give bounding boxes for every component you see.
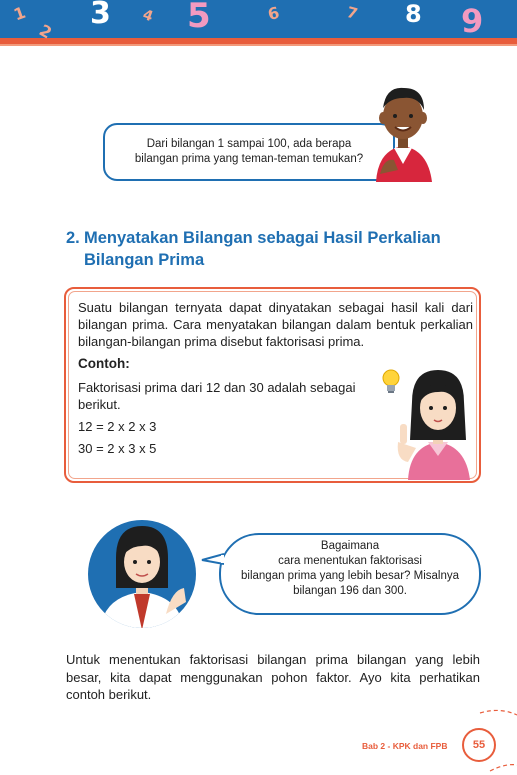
header-digit: 8	[405, 0, 422, 28]
section-title-line2: Bilangan Prima	[84, 251, 205, 269]
header-band	[0, 0, 517, 38]
chapter-label: Bab 2 - KPK dan FPB	[362, 741, 448, 751]
bubble-tail	[200, 552, 224, 566]
body-paragraph: Untuk menentukan faktorisasi bilangan prima bilangan yang lebih besar, kita dapat menggunakan pohon faktor. Ayo kita perhatikan contoh berikut.	[66, 652, 480, 702]
header-stripe-thin	[0, 44, 517, 46]
page-number: 55	[462, 728, 496, 762]
header-digit: 6	[265, 2, 282, 25]
equation-30: 30 = 2 x 3 x 5	[78, 441, 157, 456]
section-number: 2.	[66, 229, 80, 247]
example-intro: Faktorisasi prima dari 12 dan 30 adalah sebagai berikut.	[78, 380, 356, 412]
bubble-text: cara menentukan faktorisasi	[278, 555, 422, 567]
header-digit: 7	[344, 2, 360, 24]
bubble-text: bilangan 196 dan 300.	[293, 585, 407, 597]
header-digit: 3	[90, 0, 111, 31]
bubble-text: bilangan prima yang lebih besar? Misalnya	[241, 570, 459, 582]
header-digit: 9	[461, 2, 484, 40]
student-girl-avatar	[86, 518, 198, 630]
bubble-text: bilangan prima yang teman-teman temukan?	[134, 153, 364, 165]
section-heading	[66, 227, 486, 271]
example-label: Contoh:	[78, 356, 130, 371]
bubble-text: Bagaimana	[320, 540, 380, 552]
boy-illustration	[368, 78, 438, 184]
speech-bubble-bottom	[219, 533, 481, 615]
girl-illustration	[394, 362, 478, 480]
equation-12: 12 = 2 x 2 x 3	[78, 419, 157, 434]
header-digit: 2	[35, 20, 56, 43]
header-digit: 1	[11, 2, 29, 25]
header-digit: 4	[140, 6, 156, 26]
speech-bubble-top	[103, 123, 395, 181]
bubble-text: Dari bilangan 1 sampai 100, ada berapa	[146, 138, 352, 150]
header-digit: 5	[187, 0, 211, 36]
section-title-line1: Menyatakan Bilangan sebagai Hasil Perkalian	[84, 229, 441, 247]
definition-text: Suatu bilangan ternyata dapat dinyatakan sebagai hasil kali dari bilangan prima. Cara menyatakan bilangan dalam bentuk perkalian bilangan-bilangan prima disebut faktorisasi prima.	[78, 300, 473, 349]
